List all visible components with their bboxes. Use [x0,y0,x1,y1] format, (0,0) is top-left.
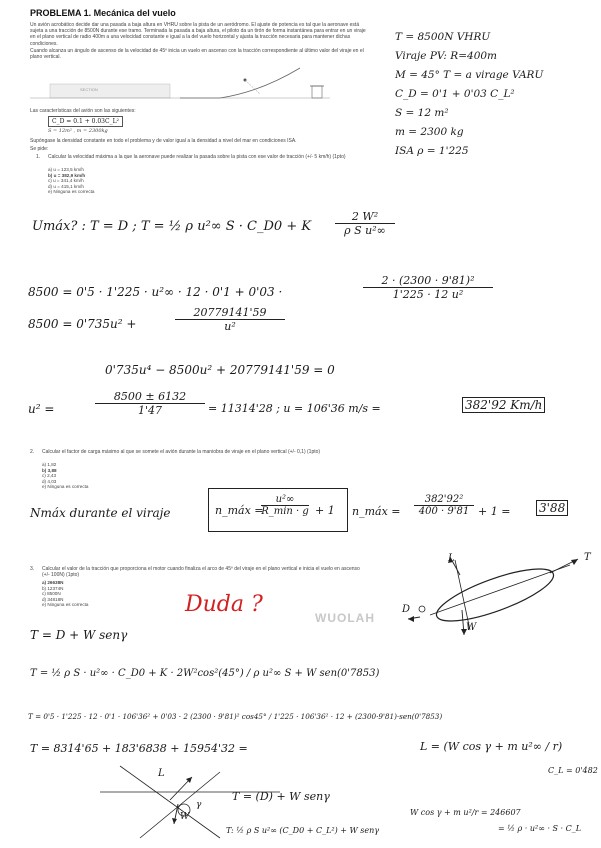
sol2-formula-box [208,488,348,532]
sol2-formula-num: u²∞ [261,494,309,506]
cd-formula-box: C_D = 0.1 + 0.03C_L² [48,116,123,127]
sol1-line2-frac [363,274,493,301]
notes-right [395,28,543,161]
sol3-lift-eq: L = (W cos γ + m u²∞ / r) [420,740,563,753]
sol1-line3: 8500 = 0'735u² + [28,317,137,331]
sol1-line5-den: 1'47 [137,404,163,417]
sol1-line2: 8500 = 0'5 · 1'225 · u²∞ · 12 · 0'1 + 0'03 · [28,285,283,299]
problem-title: PROBLEMA 1. Mecánica del vuelo [30,8,176,18]
q1-options [48,167,94,195]
sketch-label-lift: L [158,768,165,779]
note-mass: m = 2300 kg [395,126,464,138]
q1-option-a: a) u = 123,5 km/h [48,167,84,172]
diagram-label-drag: D [402,604,411,615]
sol1-line5-left: u² = [28,402,55,416]
sol1-line2-num: 2 · (2300 · 9'81)² [363,274,493,288]
q2-option-b: b) 3,88 [42,467,57,473]
note-turn: Viraje PV: R=400m [395,50,498,62]
sol3-line3: T = 0'5 · 1'225 · 12 · 0'1 · 106'36² + 0'03 · 2 (2300 · 9'81)² cos45° / 1'225 · 106'36² · 12 + (2300·9'81)·sen(0'7853) [28,712,443,721]
note-thrust: T = 8500N VHRU [395,31,491,43]
sol3-t-final-right: = ½ ρ · u²∞ · S · C_L [498,824,582,833]
q2-number: 2. [30,449,35,455]
q1-option-e: e) Ninguna es correcta [48,189,95,195]
sketch-label-gamma: γ [196,800,202,810]
sol3-line2: T = ½ ρ S · u²∞ · C_D0 + K · 2W²cos²(45°) / ρ u²∞ S + W sen(0'7853) [30,668,380,679]
duda-note: Duda ? [185,592,263,617]
sketch-label-weight: W [180,812,190,822]
sol2-rhs: n_máx = [352,505,401,518]
sol2-formula-frac [261,494,309,517]
sol1-line5-mid: = 11314'28 ; u = 106'36 m/s = [208,402,381,415]
note-surface: S = 12 m² [395,107,449,119]
sol2-left: Nmáx durante el viraje [30,506,171,520]
sol1-line5-num: 8500 ± 6132 [95,390,205,404]
density-assumption: Supóngase la densidad constante en todo el problema y de valor igual a la densidad a nivel del mar en condiciones ISA. [30,138,297,144]
q2-option-c: c) 2,43 [42,473,57,479]
sol1-line3-den: u² [224,320,236,333]
q3-number: 3. [30,566,35,572]
q3-option-a: a) 26638N [42,580,64,585]
sol3-cl: C_L = 0'482 [548,766,598,775]
problem-intro: Un avión acrobático decide dar una pasada a baja altura en VHRU sobre la pista de un aeródromo. El ajuste de potencia es tal que la aeronave está sujeta a una tracción de 8500N durante ese tramo. Terminada la pasada a baja altura, el piloto da un tirón de forma instantánea para entrar en un viraje en el plano vertical de radio 400m a una velocidad constante e igual a la del vuelo horizontal y ajusta la tracción necesaria para mantener dichas condiciones. [30,22,366,47]
diagram-label-lift: L [448,553,455,564]
sol3-line1: T = D + W senγ [30,628,128,642]
aircraft-force-diagram [400,555,590,645]
sol2-rhs-den: 400 · 9'81 [418,506,470,517]
sol2-rhs-tail: + 1 = [478,505,511,518]
q2-text: Calcular el factor de carga máximo al que se somete el avión durante la maniobra de viraje en el plano vertical (+/- 0,1) (1pto) [42,449,321,455]
watermark: WUOLAH [315,611,375,625]
q1-option-d: d) u = 415,1 km/h [48,183,84,189]
q1-option-b: b) u = 382,9 km/h [48,172,86,178]
sol1-frac-num: 2 W² [335,210,395,224]
q3-option-c: c) 8500N [42,591,61,597]
diagram-label-thrust: T [584,552,591,563]
sol1-line4: 0'735u⁴ − 8500u² + 20779141'59 = 0 [105,363,335,377]
sol1-line1-frac [335,210,395,237]
sol1-line2-den: 1'225 · 12 u² [392,288,464,301]
surface-mass: S = 12m² , m = 2300kg [48,128,108,134]
note-isa: ISA ρ = 1'225 [395,145,469,157]
characteristics-label: Las características del avión son las siguientes: [30,108,136,114]
note-angle: M = 45° T = a virage VARU [395,69,544,81]
q3-option-b: b) 12374N [42,585,64,591]
q3-options [42,580,88,608]
sol3-t-final-mid: W cos γ + m u²/r = 246607 [410,808,521,817]
se-pide: Se pide: [30,146,49,152]
sol3-t-circle: T = (D) + W senγ [232,790,330,803]
q2-option-e: e) Ninguna es correcta [42,484,89,490]
sol1-frac-den: ρ S u²∞ [344,224,386,237]
q3-option-d: d) 34818N [42,596,64,602]
q2-option-a: a) 1,82 [42,462,57,467]
diagram-label-weight: W [466,622,477,633]
sol3-t-final: T: ½ ρ S u²∞ (C_D0 + C_L²) + W senγ [226,826,380,835]
q1-number: 1. [36,154,41,160]
sol2-formula-lhs: n_máx = [215,504,264,517]
q1-option-c: c) u = 341,4 km/h [48,178,84,184]
sol2-formula-tail: + 1 [315,504,335,517]
sol1-line1: Umáx? : T = D ; T = ½ ρ u²∞ S · C_D0 + K [32,219,312,234]
sol1-line3-frac [175,306,285,333]
sol1-result-box: 382'92 Km/h [462,397,545,413]
sol2-rhs-frac [414,494,474,517]
q3-option-e: e) Ninguna es correcta [42,602,89,608]
sol2-rhs-num: 382'92² [414,494,474,506]
q3-text: Calcular el valor de la tracción que proporciona el motor cuando finaliza el arco de 45º del viraje en el plano vertical e inicia el vuelo en ascenso (+/- 100N) (1pto) [42,566,360,579]
q2-options [42,462,88,490]
sol2-formula-den: R_min · g [261,506,309,517]
q1-text: Calcular la velocidad máxima a la que la aeronave puede realizar la pasada sobre la pista con ese valor de tracción (+/- 5 km/h) (1pto) [48,154,346,160]
sol1-line3-num: 20779141'59 [175,306,285,320]
note-cd: C_D = 0'1 + 0'03 C_L² [395,88,515,100]
q2-option-d: d) 4,03 [42,478,57,484]
problem-intro-2: Cuando alcanza un ángulo de ascenso de la velocidad de 45º inicia un vuelo en ascenso con la tracción correspondiente al último valor del viraje en el plano vertical. [30,48,364,61]
sol3-line4: T = 8314'65 + 183'6838 + 15954'32 = [30,742,248,755]
sol1-line5-frac [95,390,205,417]
runway-label: SECTION [80,87,98,92]
flight-path-figure [30,64,370,104]
sol2-result-box: 3'88 [536,500,568,516]
